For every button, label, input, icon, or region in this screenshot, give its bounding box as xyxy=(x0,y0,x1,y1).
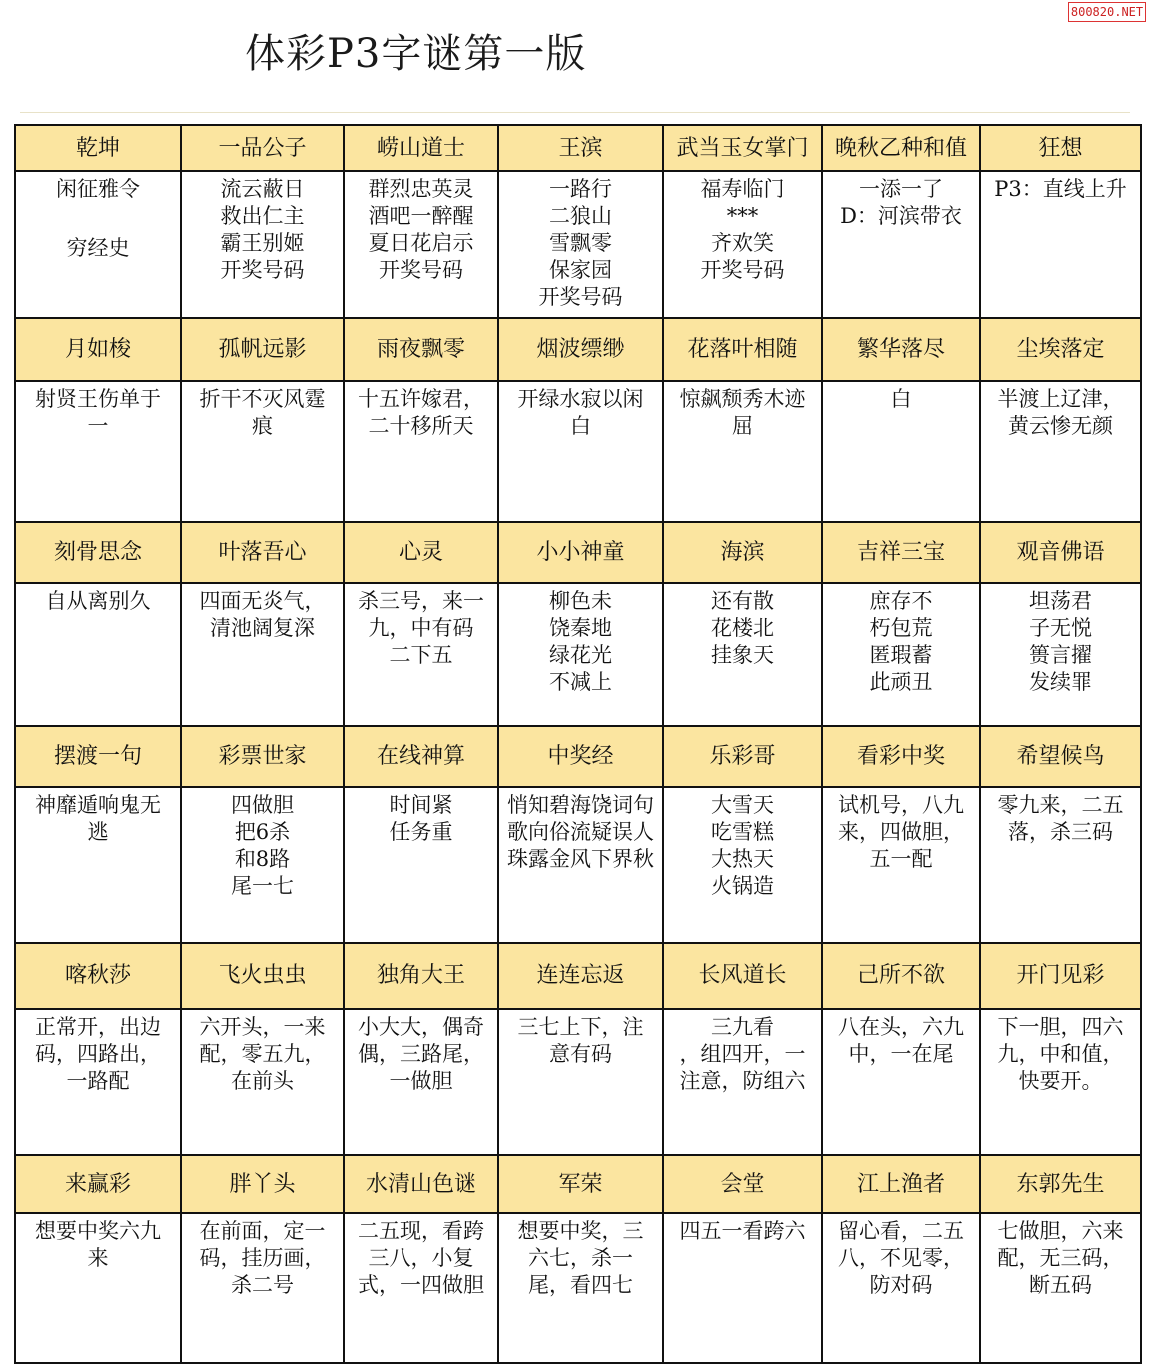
riddle-line: 坦荡君 xyxy=(1029,588,1092,613)
riddle-text-cell xyxy=(498,1009,663,1155)
riddle-line: 珠露金风下界秋 xyxy=(507,846,654,871)
riddle-name-cell: 繁华落尽 xyxy=(822,318,980,381)
header-row xyxy=(15,125,1141,171)
riddle-name-cell: 王滨 xyxy=(498,125,663,171)
riddle-line: 杀二号 xyxy=(231,1273,294,1298)
riddle-line: 流云蔽日 xyxy=(220,177,305,202)
riddle-line: 想要中奖六九 xyxy=(35,1219,161,1244)
riddle-line: 七做胆，六来 xyxy=(997,1219,1124,1244)
riddle-line: 来 xyxy=(87,1246,109,1271)
riddle-line: 屈 xyxy=(732,413,753,438)
riddle-line: 码，挂历画， xyxy=(199,1246,326,1271)
riddle-line: 零九来，二五 xyxy=(997,792,1124,817)
riddle-line: 朽包荒 xyxy=(869,615,933,640)
riddle-text-cell xyxy=(498,787,663,943)
riddle-text-cell xyxy=(980,381,1141,522)
riddle-name-cell: 希望候鸟 xyxy=(980,726,1141,787)
riddle-name-cell: 己所不欲 xyxy=(822,943,980,1010)
riddle-line: 黄云惨无颜 xyxy=(1008,413,1113,438)
riddle-text-cell xyxy=(498,381,663,522)
riddle-line: 开绿水寂以闲 xyxy=(517,386,644,411)
riddle-name-cell: 叶落吾心 xyxy=(181,522,344,583)
riddle-line: 八，不见零， xyxy=(838,1246,964,1271)
riddle-text-cell xyxy=(822,787,980,943)
riddle-line: 配，零五九， xyxy=(199,1042,326,1067)
riddle-line: 四五一看跨六 xyxy=(679,1219,806,1244)
riddle-text-cell xyxy=(181,787,344,943)
riddle-line: 二五现，看跨 xyxy=(358,1219,484,1244)
riddle-line: 一路配 xyxy=(66,1069,130,1094)
riddle-line: 九，中和值， xyxy=(997,1042,1124,1067)
riddle-name-cell: 武当玉女掌门 xyxy=(663,125,822,171)
riddle-line: 三八，小复 xyxy=(368,1246,474,1271)
riddle-name-cell: 一品公子 xyxy=(181,125,344,171)
riddle-line: P3：直线上升 xyxy=(994,177,1127,202)
riddle-line: 留心看，二五 xyxy=(838,1219,964,1244)
content-row xyxy=(15,381,1141,522)
riddle-line: 断五码 xyxy=(1029,1273,1092,1298)
riddle-text-cell xyxy=(344,787,498,943)
riddle-text-cell xyxy=(980,171,1141,318)
riddle-text-cell xyxy=(663,1009,822,1155)
riddle-line: 开奖号码 xyxy=(538,285,623,310)
header-row xyxy=(15,726,1141,787)
riddle-text-cell xyxy=(15,1213,181,1363)
riddle-line: 试机号，八九 xyxy=(838,792,964,817)
riddle-line: 想要中奖，三 xyxy=(517,1219,644,1244)
content-row xyxy=(15,583,1141,727)
riddle-name-cell: 乾坤 xyxy=(15,125,181,171)
riddle-line: 来，四做胆， xyxy=(838,819,964,844)
riddle-name-cell: 开门见彩 xyxy=(980,943,1141,1010)
riddle-line: 逃 xyxy=(87,819,109,844)
riddle-name-cell: 在线神算 xyxy=(344,726,498,787)
riddle-line: 穷经史 xyxy=(66,236,130,261)
riddle-line: 还有散 xyxy=(711,588,774,613)
riddle-line: 十五许嫁君， xyxy=(358,386,484,411)
riddle-line: 在前头 xyxy=(231,1069,294,1094)
riddle-text-cell xyxy=(980,787,1141,943)
riddle-line: 小大大，偶奇 xyxy=(358,1015,484,1040)
riddle-text-cell xyxy=(822,583,980,727)
riddle-line: 折干不灭风霆 xyxy=(199,386,326,411)
riddle-line: 白 xyxy=(890,386,912,411)
riddle-text-cell xyxy=(663,787,822,943)
riddle-text-cell xyxy=(822,381,980,522)
riddle-line: 把6杀 xyxy=(234,819,291,844)
content-row xyxy=(15,1213,1141,1363)
header-row xyxy=(15,318,1141,381)
riddle-line: 悄知碧海饶词句 xyxy=(507,792,654,817)
riddle-line: 匿瑕蓄 xyxy=(869,642,933,667)
riddle-text-cell xyxy=(181,381,344,522)
riddle-text-cell xyxy=(344,1213,498,1363)
riddle-text-cell xyxy=(15,583,181,727)
riddle-line: 一添一了 xyxy=(859,177,943,202)
riddle-line: 篑言擢 xyxy=(1029,642,1092,667)
riddle-text-cell xyxy=(181,1213,344,1363)
riddle-line: 发续罪 xyxy=(1029,669,1092,694)
riddle-text-cell xyxy=(15,171,181,318)
riddle-name-cell: 观音佛语 xyxy=(980,522,1141,583)
riddle-line: 大热天 xyxy=(711,846,774,871)
riddle-line: 雪飘零 xyxy=(549,231,612,256)
riddle-line: 下一胆，四六 xyxy=(997,1015,1124,1040)
riddle-text-cell xyxy=(344,1009,498,1155)
riddle-name-cell: 烟波缥缈 xyxy=(498,318,663,381)
riddle-line: 二狼山 xyxy=(549,204,612,229)
riddle-line: 花楼北 xyxy=(711,615,774,640)
riddle-line: 快要开。 xyxy=(1018,1069,1103,1094)
content-row xyxy=(15,1009,1141,1155)
site-watermark: 800820.NET xyxy=(1068,2,1146,22)
riddle-line: 大雪天 xyxy=(711,792,774,817)
riddle-text-cell xyxy=(663,171,822,318)
riddle-name-cell: 胖丫头 xyxy=(181,1155,344,1214)
riddle-line: 半渡上辽津， xyxy=(997,386,1124,411)
riddle-line: 注意，防组六 xyxy=(679,1069,806,1094)
riddle-line: *** xyxy=(726,204,759,229)
header-row xyxy=(15,1155,1141,1214)
riddle-text-cell xyxy=(15,787,181,943)
riddle-text-cell xyxy=(663,1213,822,1363)
riddle-name-cell: 水清山色谜 xyxy=(344,1155,498,1214)
riddle-line: 白 xyxy=(570,413,591,438)
content-row xyxy=(15,787,1141,943)
riddle-line: 惊飙颓秀木迹 xyxy=(679,386,806,411)
riddle-line: 饶秦地 xyxy=(549,615,612,640)
riddle-line: D：河滨带衣 xyxy=(840,204,962,229)
riddle-line: 清池阔复深 xyxy=(210,615,315,640)
riddle-name-cell: 喀秋莎 xyxy=(15,943,181,1010)
riddle-name-cell: 飞火虫虫 xyxy=(181,943,344,1010)
riddle-text-cell xyxy=(663,381,822,522)
riddle-line: 在前面，定一 xyxy=(199,1219,326,1244)
riddle-name-cell: 长风道长 xyxy=(663,943,822,1010)
riddle-line: 神靡遁响鬼无 xyxy=(35,792,161,817)
riddle-line: 齐欢笑 xyxy=(711,231,774,256)
riddle-line: 霸王别姬 xyxy=(220,231,305,256)
riddle-line: 任务重 xyxy=(389,819,453,844)
riddle-line: 落，杀三码 xyxy=(1008,819,1113,844)
riddle-name-cell: 东郭先生 xyxy=(980,1155,1141,1214)
riddle-text-cell xyxy=(344,381,498,522)
riddle-text-cell xyxy=(980,1213,1141,1363)
riddle-name-cell: 雨夜飘零 xyxy=(344,318,498,381)
riddle-text-cell xyxy=(181,1009,344,1155)
riddle-line: 痕 xyxy=(252,413,273,438)
riddle-line: 保家园 xyxy=(549,258,612,283)
riddle-line: 式，一四做胆 xyxy=(358,1273,484,1298)
riddle-name-cell: 军荣 xyxy=(498,1155,663,1214)
riddle-name-cell: 狂想 xyxy=(980,125,1141,171)
riddle-line: 八在头，六九 xyxy=(838,1015,964,1040)
riddle-line: 自从离别久 xyxy=(45,588,151,613)
riddle-line: 九，中有码 xyxy=(368,615,474,640)
riddle-name-cell: 中奖经 xyxy=(498,726,663,787)
riddle-line: 吃雪糕 xyxy=(711,819,774,844)
riddle-name-cell: 心灵 xyxy=(344,522,498,583)
riddle-line: 群烈忠英灵 xyxy=(368,177,474,202)
riddle-line: 四做胆 xyxy=(231,792,294,817)
riddle-name-cell: 海滨 xyxy=(663,522,822,583)
riddle-line: 福寿临门 xyxy=(700,177,785,202)
riddle-line: 时间紧 xyxy=(389,792,453,817)
riddle-line: 闲征雅令 xyxy=(56,177,140,202)
riddle-line: 酒吧一醉醒 xyxy=(368,204,474,229)
riddle-line: 偶，三路尾， xyxy=(358,1042,484,1067)
riddle-line: 庶存不 xyxy=(869,588,933,613)
riddle-text-cell xyxy=(663,583,822,727)
riddle-line: 绿花光 xyxy=(549,642,612,667)
riddle-line: 一路行 xyxy=(549,177,612,202)
riddle-name-cell: 花落叶相随 xyxy=(663,318,822,381)
riddle-name-cell: 乐彩哥 xyxy=(663,726,822,787)
riddle-text-cell xyxy=(498,583,663,727)
riddle-line: 柳色未 xyxy=(549,588,612,613)
riddle-name-cell: 刻骨思念 xyxy=(15,522,181,583)
riddle-name-cell: 独角大王 xyxy=(344,943,498,1010)
riddle-text-cell xyxy=(344,171,498,318)
riddle-name-cell: 彩票世家 xyxy=(181,726,344,787)
riddle-name-cell: 晚秋乙种和值 xyxy=(822,125,980,171)
riddle-line: 尾一七 xyxy=(231,873,294,898)
riddle-line: 二下五 xyxy=(389,642,453,667)
riddle-line: 此顽丑 xyxy=(869,669,933,694)
riddle-line: 开奖号码 xyxy=(379,258,463,283)
riddle-line: 歌向俗流疑误人 xyxy=(507,819,654,844)
riddle-text-cell xyxy=(822,171,980,318)
riddle-line: 杀三号，来一 xyxy=(358,588,484,613)
riddle-text-cell xyxy=(344,583,498,727)
riddle-line: 六开头，一来 xyxy=(199,1015,326,1040)
riddle-line: 四面无炎气， xyxy=(199,588,326,613)
riddle-line: 一做胆 xyxy=(389,1069,453,1094)
riddle-line: 三九看 xyxy=(711,1015,774,1040)
riddle-name-cell: 看彩中奖 xyxy=(822,726,980,787)
riddle-line: ，组四开，一 xyxy=(679,1042,806,1067)
riddle-line: 六七，杀一 xyxy=(528,1246,633,1271)
riddle-text-cell xyxy=(822,1213,980,1363)
riddle-name-cell: 尘埃落定 xyxy=(980,318,1141,381)
riddle-name-cell: 崂山道士 xyxy=(344,125,498,171)
riddle-name-cell: 吉祥三宝 xyxy=(822,522,980,583)
riddle-text-cell xyxy=(980,1009,1141,1155)
riddle-line: 火锅造 xyxy=(711,873,774,898)
riddle-name-cell: 月如梭 xyxy=(15,318,181,381)
riddle-line: 意有码 xyxy=(549,1042,612,1067)
riddle-line: 挂象天 xyxy=(711,642,774,667)
riddle-text-cell xyxy=(15,381,181,522)
riddle-line: 配，无三码， xyxy=(997,1246,1124,1271)
riddle-line: 尾，看四七 xyxy=(528,1273,633,1298)
riddle-text-cell xyxy=(181,171,344,318)
riddle-table xyxy=(14,124,1142,1364)
title-divider xyxy=(20,112,1130,113)
riddle-text-cell xyxy=(822,1009,980,1155)
page-title: 体彩P3字谜第一版 xyxy=(245,31,587,77)
riddle-line: 和8路 xyxy=(234,846,291,871)
riddle-line: 正常开，出边 xyxy=(35,1015,161,1040)
header-row xyxy=(15,943,1141,1010)
riddle-line: 子无悦 xyxy=(1029,615,1092,640)
riddle-text-cell xyxy=(498,1213,663,1363)
riddle-line: 中，一在尾 xyxy=(848,1042,954,1067)
riddle-line: 救出仁主 xyxy=(220,204,305,229)
riddle-line: 一 xyxy=(87,413,109,438)
riddle-line: 五一配 xyxy=(869,846,933,871)
riddle-line: 二十移所天 xyxy=(368,413,474,438)
riddle-name-cell: 连连忘返 xyxy=(498,943,663,1010)
riddle-text-cell xyxy=(980,583,1141,727)
riddle-line: 不减上 xyxy=(549,669,612,694)
riddle-name-cell: 会堂 xyxy=(663,1155,822,1214)
riddle-name-cell: 江上渔者 xyxy=(822,1155,980,1214)
content-row xyxy=(15,171,1141,318)
riddle-text-cell xyxy=(498,171,663,318)
riddle-line: 夏日花启示 xyxy=(368,231,474,256)
riddle-line: 射贤王伤单于 xyxy=(35,386,161,411)
riddle-line: 开奖号码 xyxy=(220,258,305,283)
riddle-name-cell: 小小神童 xyxy=(498,522,663,583)
header-row xyxy=(15,522,1141,583)
riddle-name-cell: 孤帆远影 xyxy=(181,318,344,381)
riddle-text-cell xyxy=(15,1009,181,1155)
riddle-line: 三七上下，注 xyxy=(517,1015,644,1040)
riddle-name-cell: 来赢彩 xyxy=(15,1155,181,1214)
riddle-name-cell: 摆渡一句 xyxy=(15,726,181,787)
riddle-line: 开奖号码 xyxy=(700,258,785,283)
riddle-text-cell xyxy=(181,583,344,727)
riddle-line: 防对码 xyxy=(869,1273,933,1298)
riddle-line: 码，四路出， xyxy=(35,1042,161,1067)
